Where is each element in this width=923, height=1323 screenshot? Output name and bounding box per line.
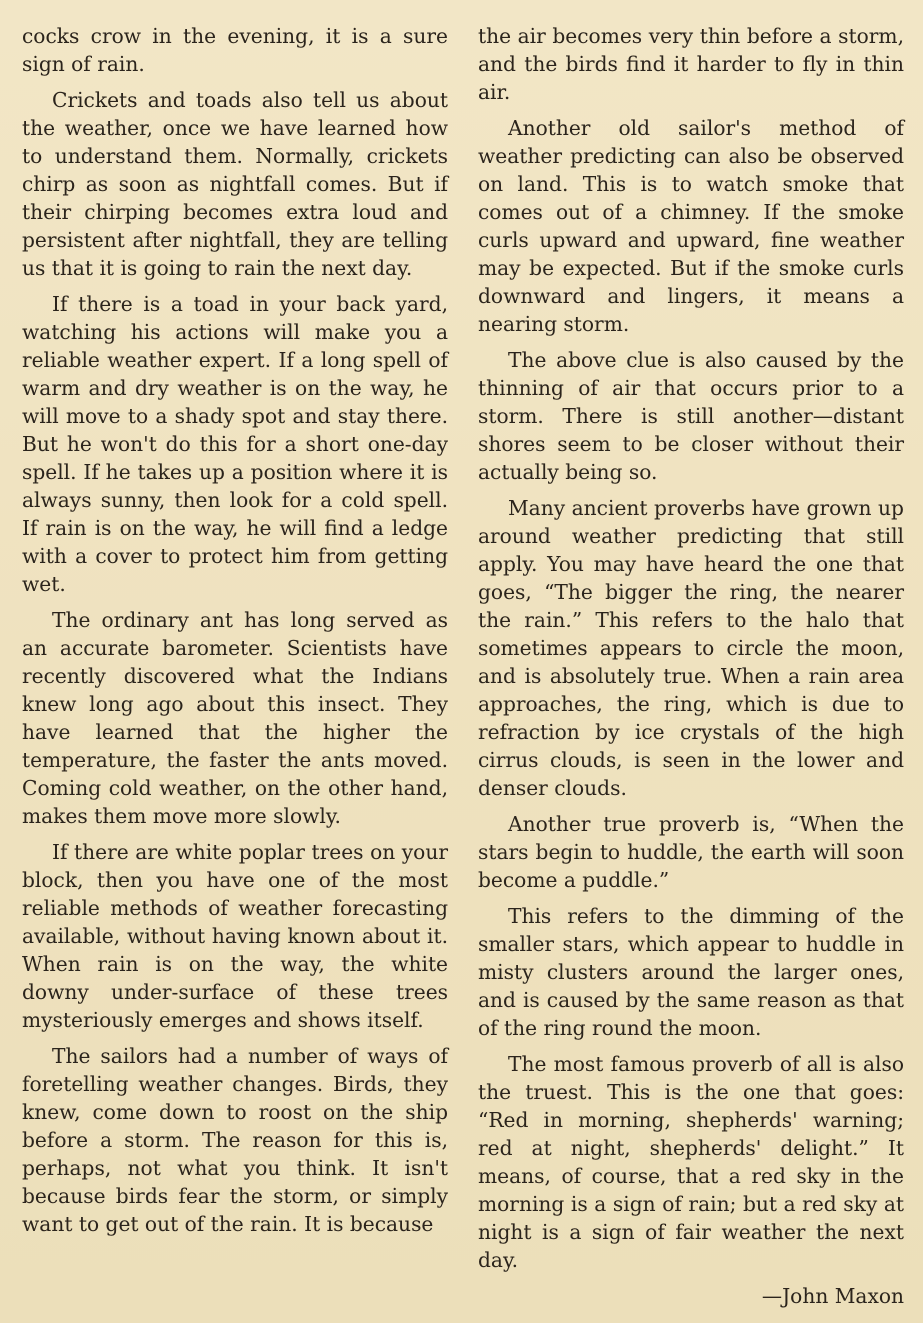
- paragraph: The ordinary ant has long served as an accurate barometer. Scientists have recently discovered what the Indians knew long ago about this insect. They have learned that the higher the temperature, the faster the ants moved. Coming cold weather, on the other hand, makes them move more slowly.: [22, 608, 448, 828]
- paragraph: Another old sailor's method of weather predicting can also be observed on land. This is to watch smoke that comes out of a chimney. If the smoke curls upward and upward, fine weather may be expected. But if the smoke curls downward and lingers, it means a nearing storm.: [478, 116, 904, 336]
- paragraph: cocks crow in the evening, it is a sure sign of rain.: [22, 24, 448, 76]
- paragraph: The above clue is also caused by the thinning of air that occurs prior to a storm. There is still another—distant shores seem to be closer without their actually being so.: [478, 348, 904, 484]
- paragraph: If there are white poplar trees on your block, then you have one of the most reliable methods of weather forecasting available, without having known about it. When rain is on the way, the white downy under-surface of these trees mysteriously emerges and shows itself.: [22, 840, 448, 1032]
- paragraph: The most famous proverb of all is also the truest. This is the one that goes: “Red in morning, shepherds' warning; red at night, shepherds' delight.” It means, of course, that a red sky in the morning is a sign of rain; but a red sky at night is a sign of fair weather the next day.: [478, 1052, 904, 1272]
- author-byline: —John Maxon: [761, 1284, 904, 1308]
- paragraph: Many ancient proverbs have grown up around weather predicting that still apply. You may have heard the one that goes, “The bigger the ring, the nearer the rain.” This refers to the halo that sometimes appears to circle the moon, and is absolutely true. When a rain area approaches, the ring, which is due to refraction by ice crystals of the high cirrus clouds, is seen in the lower and denser clouds.: [478, 496, 904, 800]
- paragraph: Crickets and toads also tell us about the weather, once we have learned how to understand them. Normally, crickets chirp as soon as nightfall comes. But if their chirping becomes extra loud and persistent after nightfall, they are telling us that it is going to rain the next day.: [22, 88, 448, 280]
- paragraph: If there is a toad in your back yard, watching his actions will make you a reliable weather expert. If a long spell of warm and dry weather is on the way, he will move to a shady spot and stay there. But he won't do this for a short one-day spell. If he takes up a position where it is always sunny, then look for a cold spell. If rain is on the way, he will find a ledge with a cover to protect him from getting wet.: [22, 292, 448, 596]
- paragraph: The sailors had a number of ways of foretelling weather changes. Birds, they knew, come down to roost on the ship before a storm. The reason for this is, perhaps, not what you think. It isn't because birds fear the storm, or simply want to get out of the rain. It is because: [22, 1044, 448, 1236]
- right-column: [478, 22, 904, 1310]
- paragraph: Another true proverb is, “When the stars begin to huddle, the earth will soon become a puddle.”: [478, 812, 904, 892]
- paragraph: This refers to the dimming of the smaller stars, which appear to huddle in misty clusters around the larger ones, and is caused by the same reason as that of the ring round the moon.: [478, 904, 904, 1040]
- left-column: [22, 22, 448, 1246]
- paragraph: the air becomes very thin before a storm, and the birds find it harder to fly in thin air.: [478, 24, 904, 104]
